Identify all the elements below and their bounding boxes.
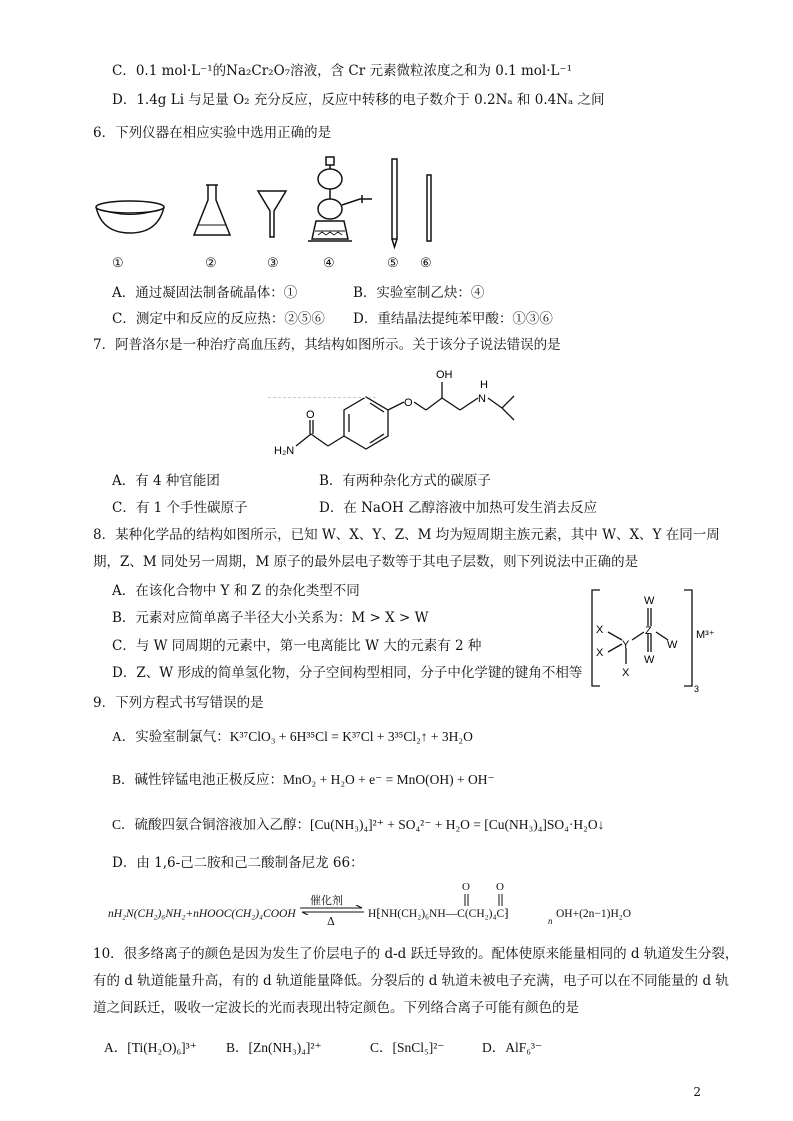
q10-option-b: B．[Zn(NH₃)₄]²⁺ [226,1040,322,1055]
q10-stem-line3: 道之间跃迁，吸收一定波长的光而表现出特定颜色。下列络合离子可能有颜色的是 [93,1000,579,1016]
q8-option-d: D．Z、W 形成的简单氢化物，分子空间构型相同，分子中化学键的键角不相等 [112,665,583,681]
q6-label-6: ⑥ [420,256,432,271]
q9-stem: 9．下列方程式书写错误的是 [93,695,264,711]
q7-option-a: A．有 4 种官能团 [112,473,220,489]
q8-z: Z [645,625,652,637]
q8-option-a: A．在该化合物中 Y 和 Z 的杂化类型不同 [112,583,360,599]
carbonyl-bonds [462,894,508,908]
scan-artifact-line [268,397,376,398]
q5-option-c: C．0.1 mol·L⁻¹的Na₂Cr₂O₇溶液，含 Cr 元素微粒浓度之和为 0.1 mol·L⁻¹ [112,63,573,79]
q8-option-b: B．元素对应简单离子半径大小关系为：M > X > W [112,610,429,626]
q8-x-bottom: X [622,667,630,679]
page-number: 2 [693,1085,701,1099]
q10-option-d: D．AlF₆³⁻ [482,1040,543,1055]
q6-label-5: ⑤ [387,256,399,271]
q6-label-2: ② [205,256,217,271]
q8-x-lower: X [596,647,604,659]
q7-o-carbonyl: O [306,409,315,421]
q10-option-c: C．[SnCl₅]²⁻ [370,1040,445,1055]
q7-n: N [478,393,486,405]
q7-h2n: H₂N [274,445,295,457]
q7-h: H [480,379,488,391]
thermometer-icon [392,159,397,247]
q6-label-1: ① [112,256,124,271]
q8-w-bottom: W [644,654,655,666]
q6-label-3: ③ [267,256,279,271]
q7-option-b: B．有两种杂化方式的碳原子 [319,473,491,489]
q6-option-b: B．实验室制乙炔：④ [353,285,485,301]
q6-label-4: ④ [323,256,335,271]
q9-option-a: A．实验室制氯气：K³⁷ClO₃ + 6H³⁵Cl = K³⁷Cl + 3³⁵Cl₂↑ + 3H₂O [112,729,473,744]
q7-option-d: D．在 NaOH 乙醇溶液中加热可发生消去反应 [319,500,598,516]
q8-y: Y [622,639,630,651]
q6-option-d: D．重结晶法提纯苯甲酸：①③⑥ [353,311,553,327]
q7-option-c: C．有 1 个手性碳原子 [112,500,248,516]
conical-flask-icon [194,185,230,235]
q7-structure-figure [260,362,560,462]
q8-option-c: C．与 W 同周期的元素中，第一电离能比 W 大的元素有 2 种 [112,638,482,654]
q9-eq-right2: OH+(2n−1)H₂O [556,908,632,920]
q8-stem-line1: 8．某种化学品的结构如图所示，已知 W、X、Y、Z、M 均为短周期主族元素，其中 W、X、Y 在同一周 [93,527,720,543]
q8-w-top: W [644,595,655,607]
q9-eq-left: nH₂N(CH₂)₆NH₂+nHOOC(CH₂)₄COOH [108,908,296,920]
funnel-icon [258,191,286,237]
q9-eq-heat: Δ [327,915,335,928]
q10-stem-line1: 10．很多络离子的颜色是因为发生了价层电子的 d-d 跃迁导致的。配体使原来能量相同的 d 轨道发生分裂， [93,946,739,962]
q8-x-upper: X [596,624,604,636]
q9-option-d: D．由 1,6-己二胺和己二酸制备尼龙 66： [112,855,364,871]
q9-eq-catalyst: 催化剂 [310,894,343,907]
q7-stem: 7．阿普洛尔是一种治疗高血压药，其结构如图所示。关于该分子说法错误的是 [93,337,561,353]
q10-stem-line2: 有的 d 轨道能量升高，有的 d 轨道能量降低。分裂后的 d 轨道未被电子充满，电子可以在不同能量的 d 轨 [93,973,729,989]
q6-stem: 6．下列仪器在相应实验中选用正确的是 [93,125,332,141]
q6-option-c: C．测定中和反应的反应热：②⑤⑥ [112,311,325,327]
q9-eq-right: H⁅NH(CH₂)₆NH—C(CH₂)₄C⁆ [368,908,509,920]
q7-o-ether: O [404,397,413,409]
evaporating-dish-icon [96,201,164,233]
q7-oh: OH [436,369,453,381]
q8-subscript: 3 [694,684,700,694]
q6-apparatus-figure [90,155,450,250]
glass-rod-icon [427,175,431,241]
q8-stem-line2: 期，Z、M 同处另一周期，M 原子的最外层电子数等于其电子层数，则下列说法中正确的是 [93,554,639,570]
q10-option-a: A．[Ti(H₂O)₆]³⁺ [104,1040,197,1055]
q9-eq-o2: O [496,881,504,893]
q9-option-b: B．碱性锌锰电池正极反应：MnO₂ + H₂O + e⁻ = MnO(OH) + OH⁻ [112,772,495,787]
q9-option-c: C．硫酸四氨合铜溶液加入乙醇：[Cu(NH₃)₄]²⁺ + SO₄²⁻ + H₂O = [Cu(NH₃)₄]SO₄·H₂O↓ [112,817,605,832]
q6-option-a: A．通过凝固法制备硫晶体：① [112,285,298,301]
q9-eq-o1: O [462,881,470,893]
q9-eq-n: n [548,916,553,926]
q8-w-right: W [667,639,678,651]
q8-m-cation: M³⁺ [696,629,715,641]
q8-structure-figure [588,586,728,696]
q5-option-d: D．1.4g Li 与足量 O₂ 充分反应，反应中转移的电子数介于 0.2Nₐ 和 0.4Nₐ 之间 [112,92,605,108]
kipp-apparatus-icon [308,157,372,241]
